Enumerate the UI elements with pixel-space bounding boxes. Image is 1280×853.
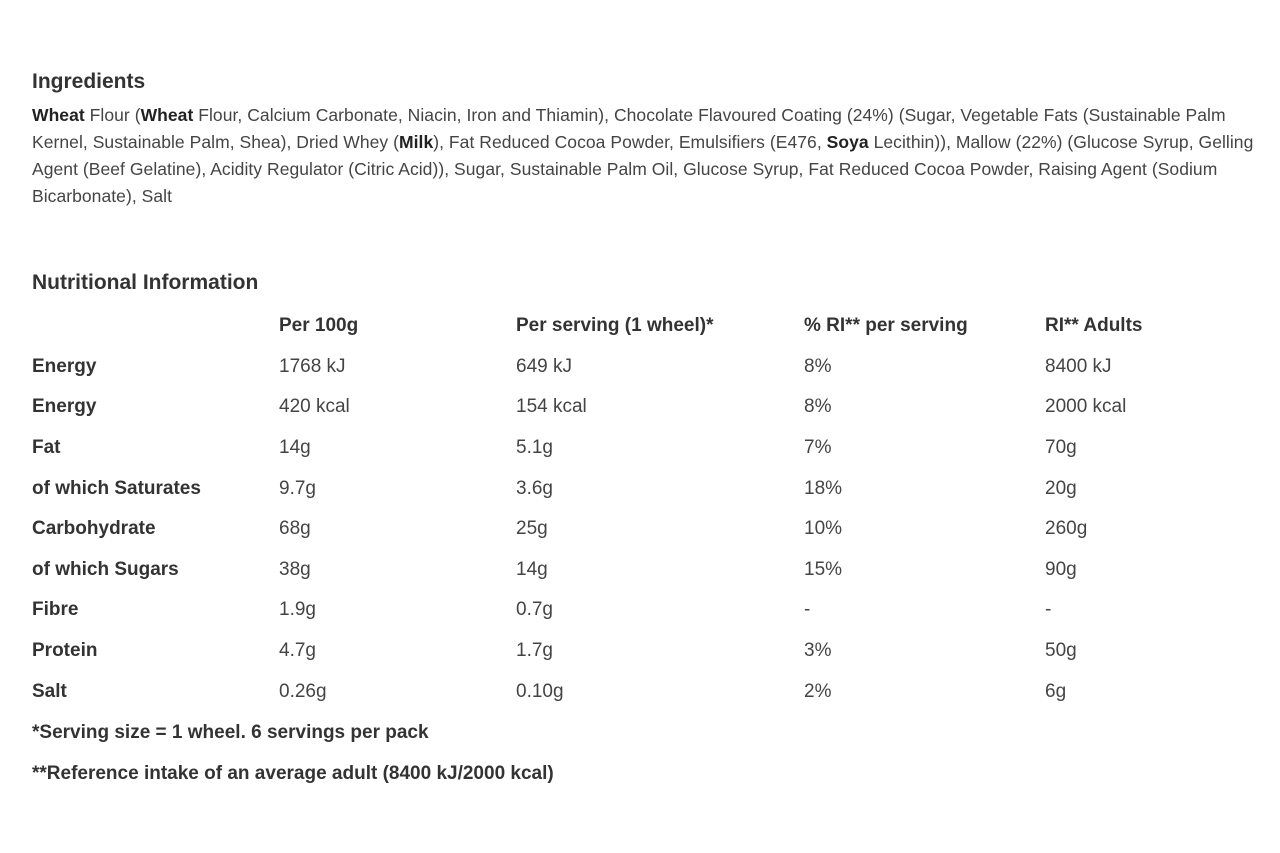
nutrition-row [32,509,1272,550]
nutrient-label: Fibre [32,599,79,621]
header-nutrient [32,306,279,347]
ri-percent-value: 18% [804,477,843,499]
allergen-highlight: Wheat [32,105,85,125]
reference-intake-footnote: **Reference intake of an average adult (8400 kJ/2000 kcal) [32,762,554,784]
ri-percent-value: 10% [804,518,843,540]
nutrition-header-row [32,306,1272,347]
per-serving-value: 154 kcal [516,396,587,418]
nutrient-label: Energy [32,355,97,377]
ingredients-heading: Ingredients [32,70,146,93]
ri-adults-value: 90g [1045,558,1077,580]
ri-adults-value: 6g [1045,680,1067,702]
per-serving-value: 0.10g [516,680,564,702]
per-100g-value: 0.26g [279,680,327,702]
ri-percent-value: - [804,599,811,621]
per-100g-value: 4.7g [279,640,316,662]
per-100g-value: 1.9g [279,599,316,621]
ri-percent-value: 8% [804,396,832,418]
ri-percent-value: 3% [804,640,832,662]
nutrient-label: of which Saturates [32,477,201,499]
per-serving-value: 0.7g [516,599,553,621]
per-100g-value: 1768 kJ [279,355,346,377]
product-info-page [32,68,1272,794]
ingredients-text-segment: ), Fat Reduced Cocoa Powder, Emulsifiers (E476, [433,132,827,152]
header-ri-percent: % RI** per serving [804,315,968,337]
nutrient-label: Protein [32,640,98,662]
nutrition-row [32,590,1272,631]
nutrition-table-body [32,347,1272,712]
header-per-serving: Per serving (1 wheel)* [516,315,714,337]
per-100g-value: 14g [279,437,311,459]
nutrient-label: of which Sugars [32,558,179,580]
nutrition-row [32,631,1272,672]
per-serving-value: 1.7g [516,640,553,662]
allergen-highlight: Milk [399,132,434,152]
nutrient-label: Salt [32,680,67,702]
nutrition-table [32,306,1272,712]
per-100g-value: 9.7g [279,477,316,499]
nutrition-heading: Nutritional Information [32,271,259,294]
per-serving-value: 5.1g [516,437,553,459]
serving-size-footnote: *Serving size = 1 wheel. 6 servings per pack [32,721,429,743]
per-100g-value: 68g [279,518,311,540]
ingredients-list [32,102,1272,210]
ri-adults-value: 70g [1045,437,1077,459]
per-100g-value: 420 kcal [279,396,350,418]
ri-adults-value: - [1045,599,1052,621]
nutrition-row [32,550,1272,591]
ri-adults-value: 50g [1045,640,1077,662]
nutrition-row [32,387,1272,428]
nutrient-label: Energy [32,396,97,418]
ri-percent-value: 15% [804,558,843,580]
nutrition-row [32,428,1272,469]
per-serving-value: 14g [516,558,548,580]
per-serving-value: 3.6g [516,477,553,499]
per-serving-value: 25g [516,518,548,540]
per-100g-value: 38g [279,558,311,580]
ri-percent-value: 8% [804,355,832,377]
ri-adults-value: 260g [1045,518,1088,540]
ingredients-text-segment: Flour, Calcium Carbonate, Niacin, Iron and Thiamin), Chocolate Flavoured Coating (24%) (Sugar, Vegetable Fats (Sustainable Palm Kernel, Sustainable Palm, Shea), Dried Whey ( [32,105,1226,152]
header-per-100g: Per 100g [279,315,359,337]
allergen-highlight: Wheat [140,105,194,125]
ri-adults-value: 8400 kJ [1045,355,1112,377]
nutrition-row [32,468,1272,509]
nutrient-label: Fat [32,437,61,459]
nutrient-label: Carbohydrate [32,518,156,540]
allergen-highlight: Soya [826,132,869,152]
ri-percent-value: 7% [804,437,832,459]
ri-adults-value: 2000 kcal [1045,396,1127,418]
ingredients-text-segment: Lecithin)), Mallow (22%) (Glucose Syrup, Gelling Agent (Beef Gelatine), Acidity Regulator (Citric Acid)), Sugar, Sustainable Palm Oil, Glucose Syrup, Fat Reduced Cocoa Powder, Raising Agent (Sodium Bicarbonate), Salt [32,132,1254,206]
header-ri-adults: RI** Adults [1045,315,1143,337]
ingredients-text-segment: Flour ( [84,105,141,125]
ri-adults-value: 20g [1045,477,1077,499]
nutrition-row [32,347,1272,388]
ri-percent-value: 2% [804,680,832,702]
per-serving-value: 649 kJ [516,355,572,377]
nutrition-row [32,671,1272,712]
